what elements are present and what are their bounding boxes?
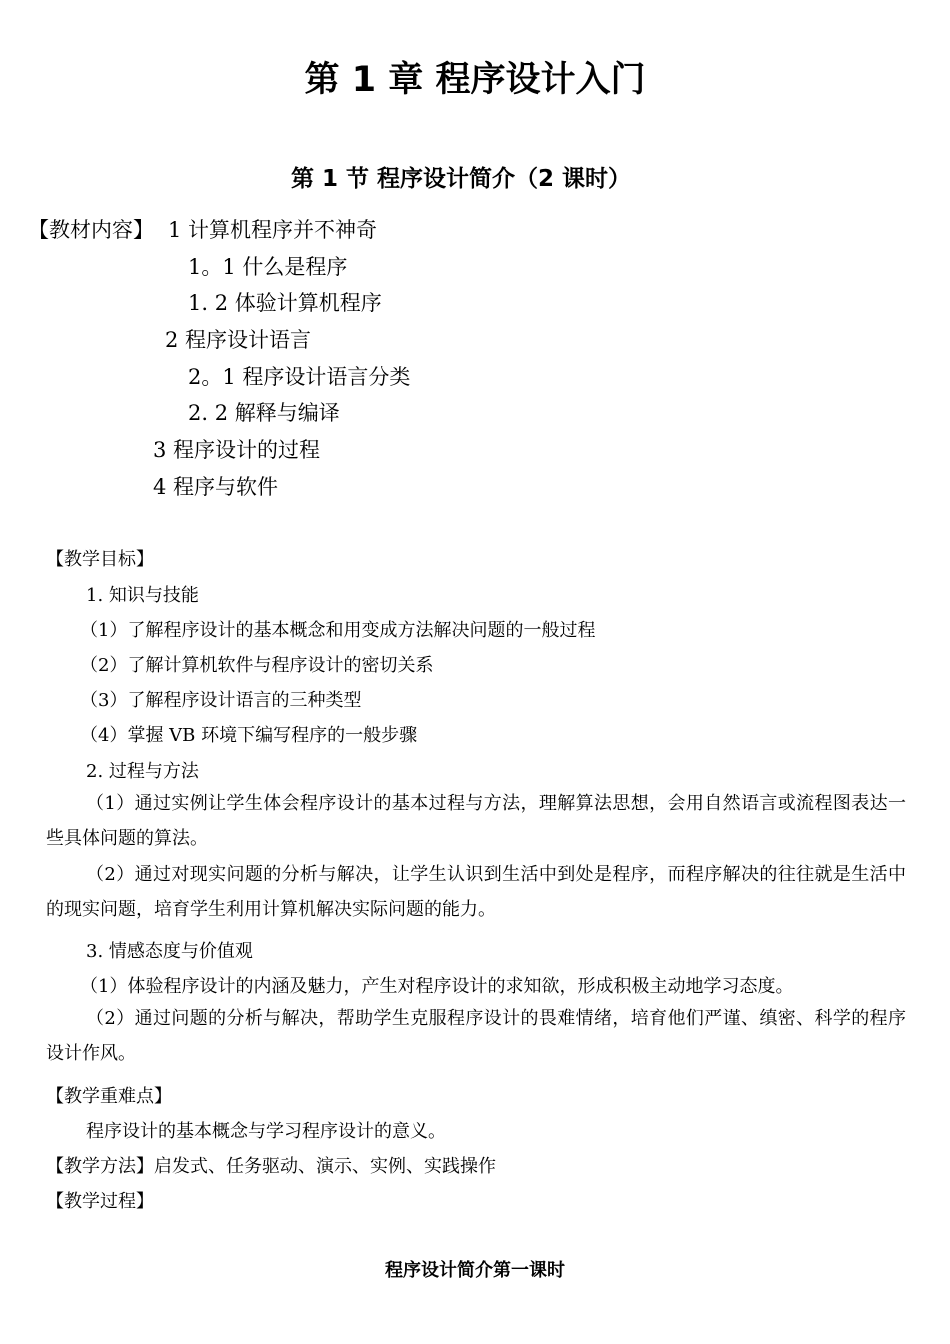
process-label: 【教学过程】 — [46, 1191, 154, 1212]
objective-paragraph: （1）通过实例让学生体会程序设计的基本过程与方法，理解算法思想，会用自然语言或流程图表达一些具体问题的算法。 — [46, 793, 906, 849]
objective-item: （2）了解计算机软件与程序设计的密切关系 — [80, 655, 434, 676]
section-title: 第 1 节 程序设计简介（2 课时） — [290, 166, 632, 192]
contents-item: 1. 2 体验计算机程序 — [188, 291, 382, 315]
contents-item: 2。1 程序设计语言分类 — [188, 365, 411, 389]
objective-subtitle: 1. 知识与技能 — [86, 585, 199, 606]
objectives-label: 【教学目标】 — [46, 549, 154, 570]
contents-label: 【教材内容】 — [28, 218, 154, 242]
objective-item: （1）了解程序设计的基本概念和用变成方法解决问题的一般过程 — [80, 620, 596, 641]
objective-paragraph: （2）通过对现实问题的分析与解决，让学生认识到生活中到处是程序，而程序解决的往往就是生活中的现实问题，培育学生利用计算机解决实际问题的能力。 — [46, 864, 906, 920]
contents-item: 1 计算机程序并不神奇 — [168, 218, 378, 242]
contents-item: 4 程序与软件 — [153, 475, 279, 499]
chapter-title: 第 1 章 程序设计入门 — [304, 60, 646, 100]
methods-text: 启发式、任务驱动、演示、实例、实践操作 — [154, 1156, 496, 1177]
contents-item: 1。1 什么是程序 — [188, 255, 348, 279]
objective-paragraph: （2）通过问题的分析与解决，帮助学生克服程序设计的畏难情绪，培育他们严谨、缜密、科学的程序设计作风。 — [46, 1008, 906, 1064]
key-points-text: 程序设计的基本概念与学习程序设计的意义。 — [86, 1121, 446, 1142]
objective-item: （3）了解程序设计语言的三种类型 — [80, 690, 362, 711]
objective-subtitle: 2. 过程与方法 — [86, 761, 199, 782]
methods-line — [46, 1152, 496, 1178]
lesson-title: 程序设计简介第一课时 — [385, 1260, 565, 1281]
key-points-label: 【教学重难点】 — [46, 1086, 172, 1107]
methods-label: 【教学方法】 — [46, 1156, 154, 1177]
objective-subtitle: 3. 情感态度与价值观 — [86, 941, 253, 962]
objective-item: （4）掌握 VB 环境下编写程序的一般步骤 — [80, 725, 418, 746]
contents-item: 2 程序设计语言 — [165, 328, 312, 352]
contents-item: 2. 2 解释与编译 — [188, 401, 340, 425]
contents-item: 3 程序设计的过程 — [153, 438, 321, 462]
objective-item: （1）体验程序设计的内涵及魅力，产生对程序设计的求知欲，形成积极主动地学习态度。 — [80, 976, 794, 997]
